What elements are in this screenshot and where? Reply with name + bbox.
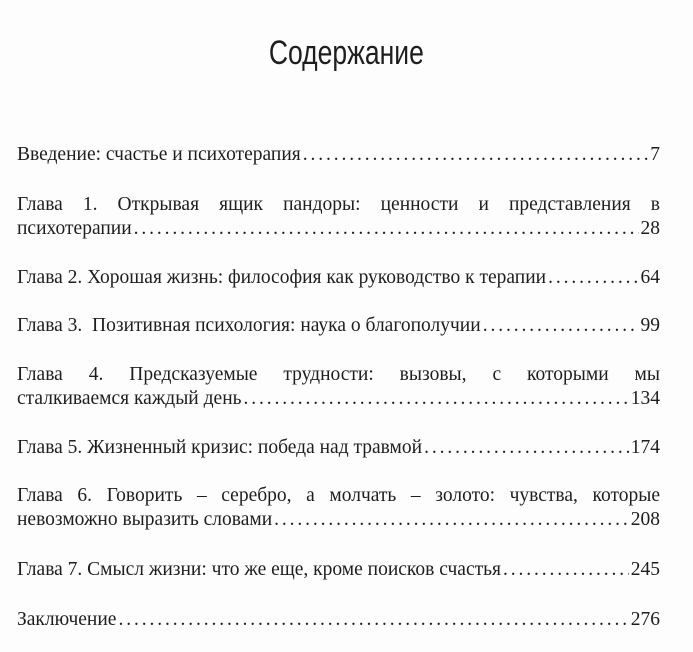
page-number: 174 bbox=[630, 437, 660, 458]
entry-title: Заключение bbox=[17, 609, 117, 630]
page-number: 276 bbox=[630, 609, 660, 630]
entry-title: Глава 2. Хорошая жизнь: философия как руководство к терапии bbox=[17, 267, 547, 288]
dot-leader bbox=[134, 217, 639, 241]
toc-entry-chapter-1[interactable] bbox=[17, 193, 660, 241]
toc-entry-chapter-2[interactable] bbox=[17, 266, 660, 290]
page-number: 245 bbox=[630, 559, 660, 580]
page-number: 134 bbox=[630, 388, 660, 409]
entry-title-line1: Глава 4. Предсказуемые трудности: вызовы, с которыми мы bbox=[17, 364, 660, 385]
entry-title-line1: Глава 6. Говорить – серебро, а молчать – золото: чувства, которые bbox=[17, 485, 660, 506]
dot-leader bbox=[483, 314, 639, 338]
page-number: 64 bbox=[640, 267, 660, 288]
entry-title: Глава 3. Позитивная психология: наука о благополучии bbox=[17, 315, 481, 336]
dot-leader bbox=[118, 608, 628, 632]
page-title bbox=[0, 34, 693, 73]
page-number: 28 bbox=[640, 218, 660, 239]
entry-title: Введение: счастье и психотерапия bbox=[17, 144, 301, 165]
page-number: 7 bbox=[650, 144, 660, 165]
entry-title-line1: Глава 1. Открывая ящик пандоры: ценности и представления в bbox=[17, 194, 660, 215]
entry-title: психотерапии bbox=[17, 218, 132, 239]
dot-leader bbox=[548, 266, 638, 290]
toc-entry-chapter-7[interactable] bbox=[17, 558, 660, 582]
toc-entry-chapter-6[interactable] bbox=[17, 484, 660, 532]
toc-entry-conclusion[interactable] bbox=[17, 608, 660, 632]
page-number: 99 bbox=[640, 315, 660, 336]
entry-title: Глава 7. Смысл жизни: что же еще, кроме поисков счастья bbox=[17, 559, 502, 580]
dot-leader bbox=[303, 143, 649, 167]
toc-entry-introduction[interactable] bbox=[17, 143, 660, 167]
toc-entry-chapter-5[interactable] bbox=[17, 436, 660, 460]
dot-leader bbox=[424, 436, 629, 460]
page-number: 208 bbox=[630, 509, 660, 530]
dot-leader bbox=[274, 508, 629, 532]
toc-entry-chapter-3[interactable] bbox=[17, 314, 660, 338]
dot-leader bbox=[244, 387, 629, 411]
dot-leader bbox=[503, 558, 629, 582]
entry-title: Глава 5. Жизненный кризис: победа над травмой bbox=[17, 437, 423, 458]
toc-entry-chapter-4[interactable] bbox=[17, 363, 660, 411]
entry-title: сталкиваемся каждый день bbox=[17, 388, 242, 409]
title-text: Содержание bbox=[268, 34, 425, 72]
entry-title: невозможно выразить словами bbox=[17, 509, 273, 530]
